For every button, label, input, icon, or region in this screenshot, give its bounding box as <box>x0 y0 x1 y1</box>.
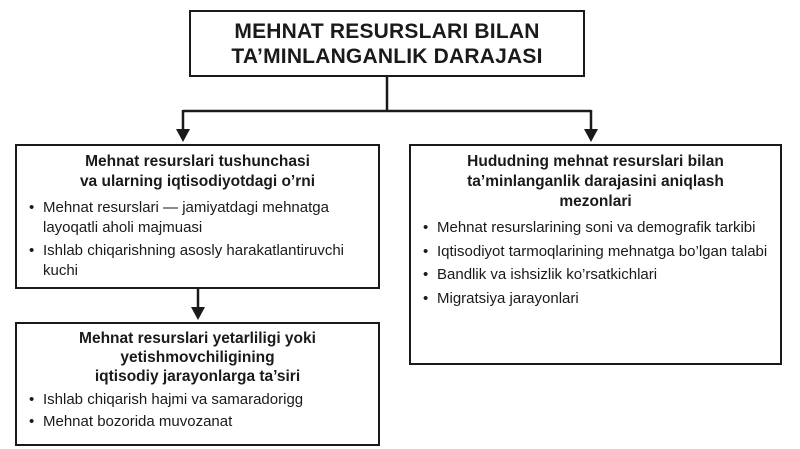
criteria-heading <box>419 152 772 212</box>
criteria-heading-line-3: mezonlari <box>559 193 632 210</box>
concept-bullets <box>17 198 378 280</box>
list-item: • Ishlab chiqarishning asosly harakatlantiruvchi kuchi <box>29 241 372 280</box>
list-item: • Migratsiya jarayonlari <box>423 289 774 309</box>
impact-heading-line-3: iqtisodiy jarayonlarga ta’siri <box>94 368 301 385</box>
impact-heading-line-1: Mehnat resurslari yetarliligi yoki <box>79 330 316 347</box>
list-item: • Mehnat resurslari — jamiyatdagi mehnatga layoqatli aholi majmuasi <box>29 198 372 237</box>
criteria-bullets <box>411 218 780 308</box>
list-item: • Mehnat bozorida muvozanat <box>29 412 372 432</box>
concept-heading-line-1: Mehnat resurslari tushunchasi <box>85 153 310 170</box>
arrowhead-right <box>584 129 598 142</box>
criteria-heading-line-1: Hududning mehnat resurslari bilan <box>467 153 724 170</box>
impact-box <box>15 322 380 446</box>
list-item: • Ishlab chiqarish hajmi va samaradorigg <box>29 390 372 410</box>
title-line-1: MEHNAT RESURSLARI BILAN <box>234 19 540 43</box>
list-item: • Iqtisodiyot tarmoqlarining mehnatga bo’lgan talabi <box>423 242 774 262</box>
arrowhead-down <box>191 307 205 320</box>
title-line-2: TA’MINLANGANLIK DARAJASI <box>231 44 543 68</box>
list-item: • Bandlik va ishsizlik ko’rsatkichlari <box>423 265 774 285</box>
impact-bullets <box>17 390 378 431</box>
concept-heading <box>25 152 370 192</box>
impact-heading-line-2: yetishmovchiligining <box>120 349 275 366</box>
criteria-heading-line-2: ta’minlanganlik darajasini aniqlash <box>467 173 724 190</box>
arrowhead-left <box>176 129 190 142</box>
list-item: • Mehnat resurslarining soni va demografik tarkibi <box>423 218 774 238</box>
criteria-box <box>409 144 782 365</box>
concept-heading-line-2: va ularning iqtisodiyotdagi o’rni <box>79 173 316 190</box>
title-box <box>189 10 585 77</box>
concept-box <box>15 144 380 289</box>
impact-heading <box>25 329 370 386</box>
